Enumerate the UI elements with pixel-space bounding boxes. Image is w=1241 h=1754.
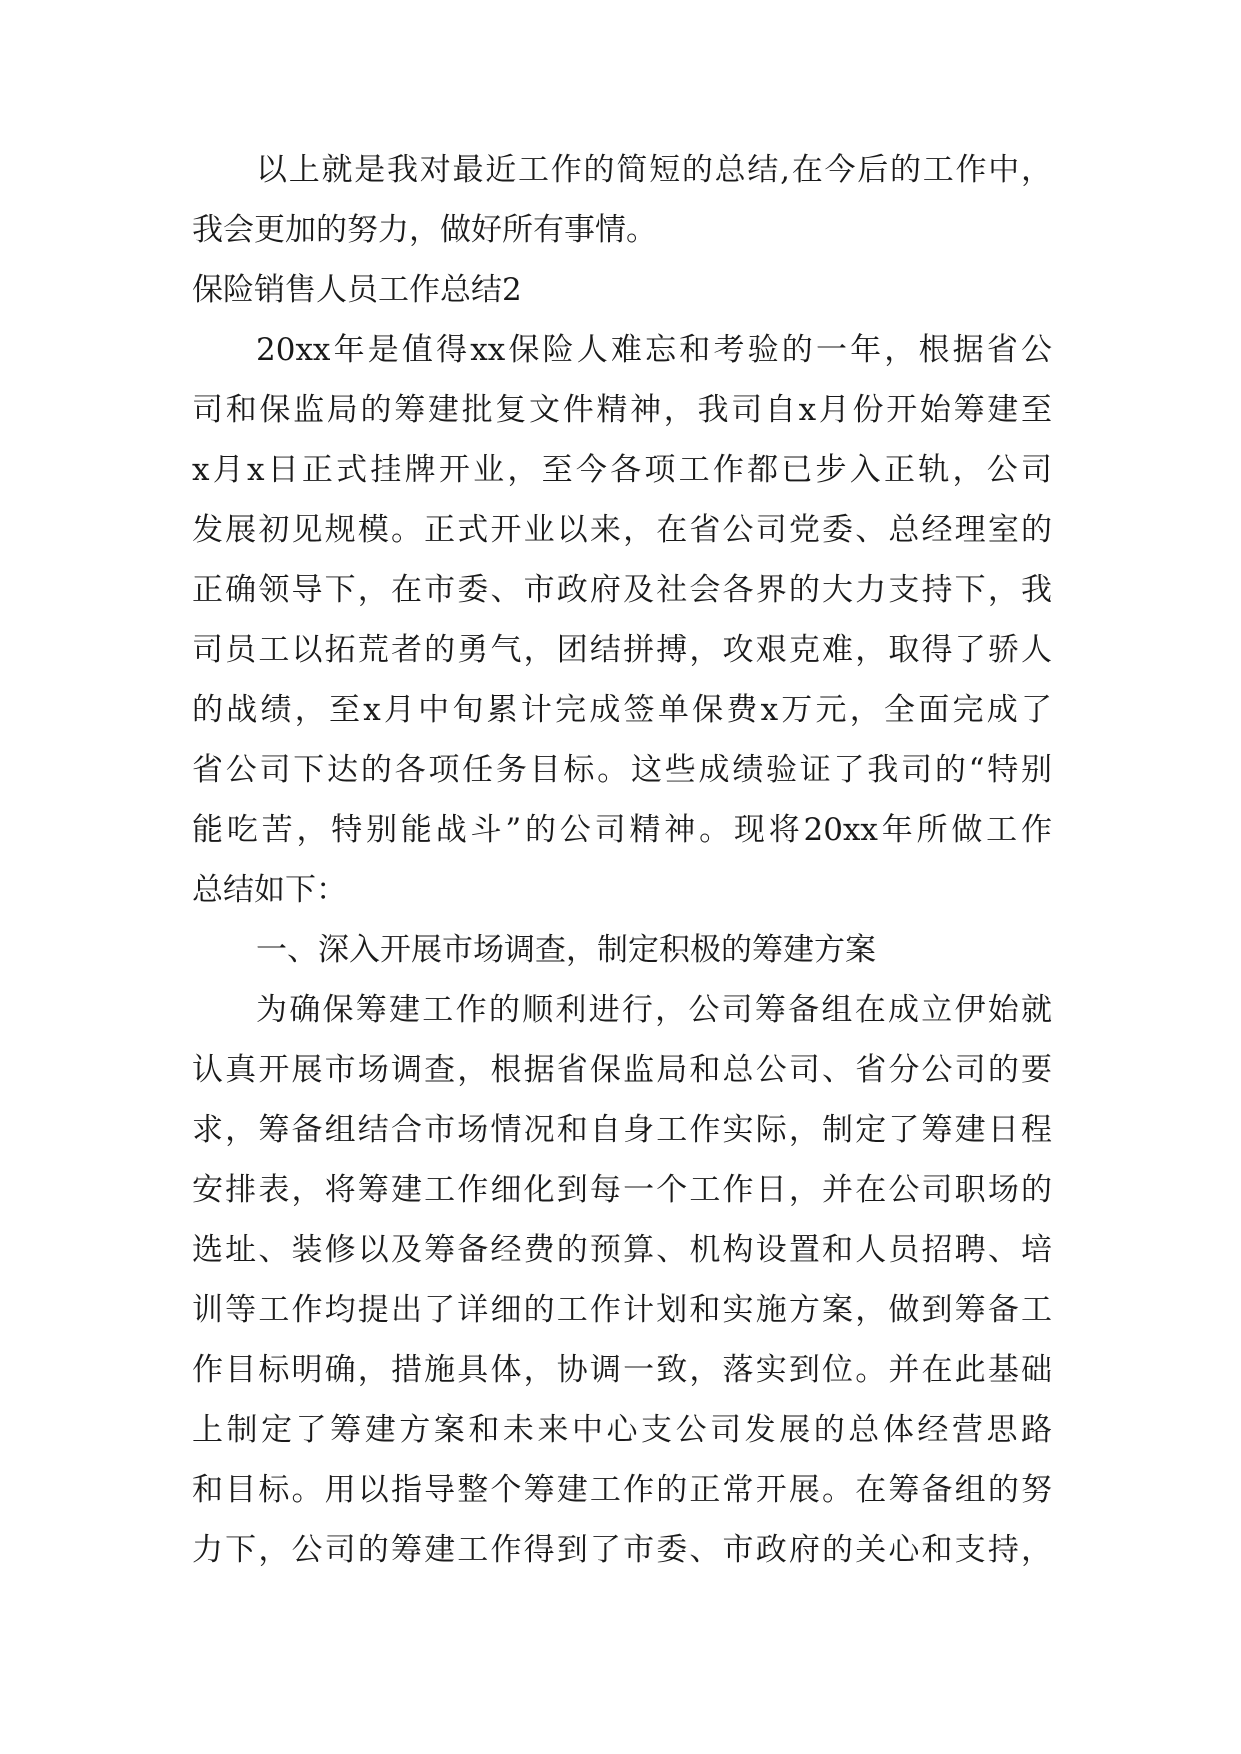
paragraph-line: 能吃苦，特别能战斗”的公司精神。现将20xx年所做工作	[192, 812, 1052, 848]
paragraph-line: 和目标。用以指导整个筹建工作的正常开展。在筹备组的努	[192, 1472, 1052, 1508]
paragraph-line: 训等工作均提出了详细的工作计划和实施方案，做到筹备工	[192, 1292, 1052, 1328]
paragraph-line: 上制定了筹建方案和未来中心支公司发展的总体经营思路	[192, 1412, 1052, 1448]
paragraph-line: 省公司下达的各项任务目标。这些成绩验证了我司的“特别	[192, 752, 1052, 788]
paragraph-line: 作目标明确，措施具体，协调一致，落实到位。并在此基础	[192, 1352, 1052, 1388]
paragraph-line: x月x日正式挂牌开业，至今各项工作都已步入正轨，公司	[192, 452, 1052, 488]
paragraph-line: 以上就是我对最近工作的简短的总结,在今后的工作中，	[256, 152, 1052, 188]
paragraph-line: 发展初见规模。正式开业以来，在省公司党委、总经理室的	[192, 512, 1052, 548]
paragraph-line: 司员工以拓荒者的勇气，团结拼搏，攻艰克难，取得了骄人	[192, 632, 1052, 668]
section-heading: 一、深入开展市场调查，制定积极的筹建方案	[256, 932, 876, 968]
paragraph-line: 正确领导下，在市委、市政府及社会各界的大力支持下，我	[192, 572, 1052, 608]
paragraph-line: 为确保筹建工作的顺利进行，公司筹备组在成立伊始就	[256, 992, 1052, 1028]
paragraph-line: 选址、装修以及筹备经费的预算、机构设置和人员招聘、培	[192, 1232, 1052, 1268]
paragraph-line: 安排表，将筹建工作细化到每一个工作日，并在公司职场的	[192, 1172, 1052, 1208]
paragraph-line: 求，筹备组结合市场情况和自身工作实际，制定了筹建日程	[192, 1112, 1052, 1148]
paragraph-line: 20xx年是值得xx保险人难忘和考验的一年，根据省公	[256, 332, 1052, 368]
paragraph-line: 总结如下：	[192, 872, 347, 908]
paragraph-line: 的战绩，至x月中旬累计完成签单保费x万元，全面完成了	[192, 692, 1052, 728]
paragraph-line: 力下，公司的筹建工作得到了市委、市政府的关心和支持，	[192, 1532, 1052, 1568]
paragraph-line: 司和保监局的筹建批复文件精神，我司自x月份开始筹建至	[192, 392, 1052, 428]
section-title: 保险销售人员工作总结2	[192, 272, 522, 308]
paragraph-line: 认真开展市场调查，根据省保监局和总公司、省分公司的要	[192, 1052, 1052, 1088]
paragraph-line: 我会更加的努力，做好所有事情。	[192, 212, 657, 248]
